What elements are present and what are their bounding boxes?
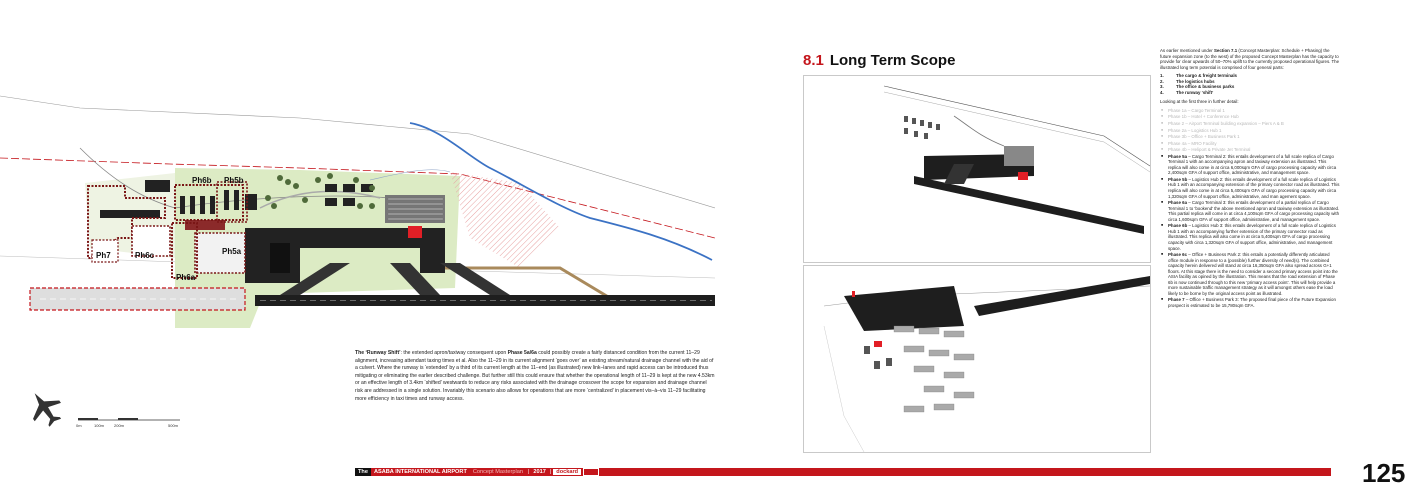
completed-phase-item: ■ Phase 2 – Airport Terminal building expansion – Piers A & B	[1168, 121, 1340, 127]
section-number: 8.1	[803, 52, 824, 69]
completed-phase-item: ■ Phase 2a – Logistics Hub 1	[1168, 128, 1340, 134]
phase-item	[1168, 200, 1340, 222]
footer-separator: |	[549, 469, 552, 475]
general-part-number: 2.	[1160, 78, 1164, 84]
general-part-number: 3.	[1160, 84, 1164, 90]
plan-thumbnail-overview	[803, 75, 1151, 263]
phase-list	[1160, 108, 1340, 309]
zone-label-ph6b: Ph6b	[192, 176, 212, 185]
completed-phase-item: ■ Phase 4a – MRO Facility	[1168, 141, 1340, 147]
intro-paragraph: As earlier mentioned under Section 7.1 (Concept Masterplan: Schedule + Phasing) the future expansion zone (to the west) of the proposed Concept Masterplan has the capacity to provide for clear upwards of 50–70% uplift to the currently proposed operational figures. The illustrated long term potential is comprised of four general parts:	[1160, 48, 1340, 70]
footer-brand: dockard	[553, 469, 581, 475]
phase-description: – Cargo Terminal 3: this entails development of a partial replica of Cargo Terminal 1 to ‘bookend’ the above mentioned apron and taxiway extension as illustrated. This partial replica will come in at circa 4,100sqm GFA of cargo processing capacity with circa 1,600sqm GFA of support office, administrative, and management space.	[1168, 200, 1340, 222]
runway-shift-label: The ‘Runway Shift’	[355, 350, 401, 356]
phase-item	[1168, 154, 1340, 176]
zone-label-ph5b: Ph5b	[224, 176, 244, 185]
phase-label: Phase 6a	[1168, 200, 1188, 206]
phase-item	[1168, 297, 1340, 308]
phase-description: – Logistics Hub 2: this entails development of a full scale replica of Logistics Hub 1 with an accompanying extension of the primary connector road as illustrated. This replica will also come in at circa 5,400sqm GFA of cargo processing capacity with circa 1,320sqm GFA of support office, administrative, and man agement space.	[1168, 176, 1340, 199]
general-part-item	[1160, 90, 1340, 96]
red-building	[408, 226, 422, 238]
general-part-text: The cargo & freight terminals	[1176, 73, 1237, 79]
phase-description: – Office + Business Park 2: this entails a potentially differently articulated office module in response to a (possible) further diversity of need(s). The combined capacity herein delivered will stand at circa 16,350sqm GFA also spread across G+1 floors. At this stage there is the need to consider a second primary access point into the ASIA facility as opined by the illustration. This means that the road extension of Phase 6b is now continued through to this new ‘primary access point’. This will help provide a more sustainable traffic management strategy as it will amongst others ease the load likely to be borne by the original access point as illustrated.	[1168, 252, 1338, 296]
phase-label: Phase 6c	[1168, 252, 1188, 258]
scale-tick-label: 100m	[94, 423, 105, 428]
completed-phase-item: ■ Phase 4b – Heliport & Private Jet Terminal	[1168, 147, 1340, 153]
phase-label: Phase 5b	[1168, 176, 1188, 182]
scale-tick-label: 0m	[76, 423, 82, 428]
phase-description: – Office + Business Park 3: The proposed final piece of the Future Expansion prospect is estimated to be 15,780sqm GFA.	[1168, 297, 1336, 308]
footer	[355, 467, 599, 477]
plane-north-icon	[22, 384, 69, 432]
hatched-drainage-area	[450, 172, 560, 268]
scale-bar	[76, 418, 180, 428]
phase-item	[1168, 177, 1340, 199]
plan-thumbnail-detail	[803, 265, 1151, 453]
general-part-text: The office & business parks	[1176, 84, 1235, 90]
footer-the: The	[355, 468, 371, 476]
phase-item	[1168, 252, 1340, 296]
phase-description: – Cargo Terminal 2: this entails development of a full scale replica of Cargo Terminal 1 with an accompanying apron and taxiway extension as illustrated. This replica will also come in at circa 6,000sqm GFA of cargo processing capacity with circa 2,400sqm GFA of support office, administrative, and management space.	[1168, 153, 1337, 176]
completed-phase-item: ■ Phase 3b – Office + Business Park 1	[1168, 134, 1340, 140]
general-part-number: 1.	[1160, 73, 1164, 79]
phase-label: Phase 7	[1168, 297, 1185, 303]
phase-item	[1168, 223, 1340, 251]
phase-label: Phase 6b	[1168, 223, 1188, 229]
footer-year: 2017	[533, 469, 546, 475]
footer-box	[583, 468, 599, 476]
zone-label-ph6c: Ph6c	[135, 251, 155, 260]
page-number: 125	[1362, 458, 1406, 488]
zone-label-ph7: Ph7	[96, 251, 111, 260]
zone-label-ph6a: Ph6a	[176, 273, 196, 282]
phase-description: – Logistics Hub 3: this entails development of a full scale replica of Logistics Hub 1 with an accompanying further extension of the primary connector road as illustrated. This replica will also come in at circa 5,400sqm GFA of cargo processing capacity with circa 1,320sqm GFA of support office, administrative, and management space.	[1168, 223, 1336, 251]
runway-shift-description: The ‘Runway Shift’: the extended apron/taxiway consequent upon Phase 5a/6a could possibly create a fairly distanced condition from the current 11–29 alignment, increasing attendant taxing times et al. Also the 11–29 in its current alignment ‘goes over’ an existing stream/natural drainage channel with the aid of a culvert. Where the runway is ‘extended’ by a third of its current length at the 11–end (as illustrated) new link–lanes and rapid access can be introduced thus mitigating or eliminating the earlier described challenge. But further still this could ensure that whether the operational length of 11–29 is kept at the new 4.53km or an effective length of 3.4km ‘shifted’ westwards to reduce any risks associated with the drainage crossover the scope for expansion and drainage channel risk are addressed in a single solution. Invariably this scenario also allows for operations that are more ‘centralized’ in placement vis–à–vis 11–29 facilitating more efficiency in taxi times and runway access.	[355, 350, 715, 402]
general-part-text: The runway ‘shift’	[1176, 89, 1214, 95]
long-term-scope-text	[1160, 48, 1340, 310]
phase-label: Phase 5a	[1168, 153, 1188, 159]
general-part-number: 4.	[1160, 89, 1164, 95]
completed-phase-item: ■ Phase 1a – Cargo Terminal 1	[1168, 108, 1340, 114]
general-parts-list	[1160, 73, 1340, 95]
scale-tick-label: 500m	[168, 423, 179, 428]
detail-intro: Looking at the first three in further detail:	[1160, 99, 1239, 105]
section-title-text: Long Term Scope	[829, 52, 956, 69]
footer-document-name: Concept Masterplan	[472, 469, 523, 475]
section-title	[803, 52, 955, 69]
general-part-text: The logistics hubs	[1176, 78, 1215, 84]
footer-separator: |	[527, 469, 530, 475]
scale-tick-label: 200m	[114, 423, 125, 428]
completed-phase-item: ■ Phase 1b – Hotel + Conference Hub	[1168, 114, 1340, 120]
zone-label-ph5a: Ph5a	[222, 247, 242, 256]
footer-airport-name: ASABA INTERNATIONAL AIRPORT	[371, 468, 470, 476]
